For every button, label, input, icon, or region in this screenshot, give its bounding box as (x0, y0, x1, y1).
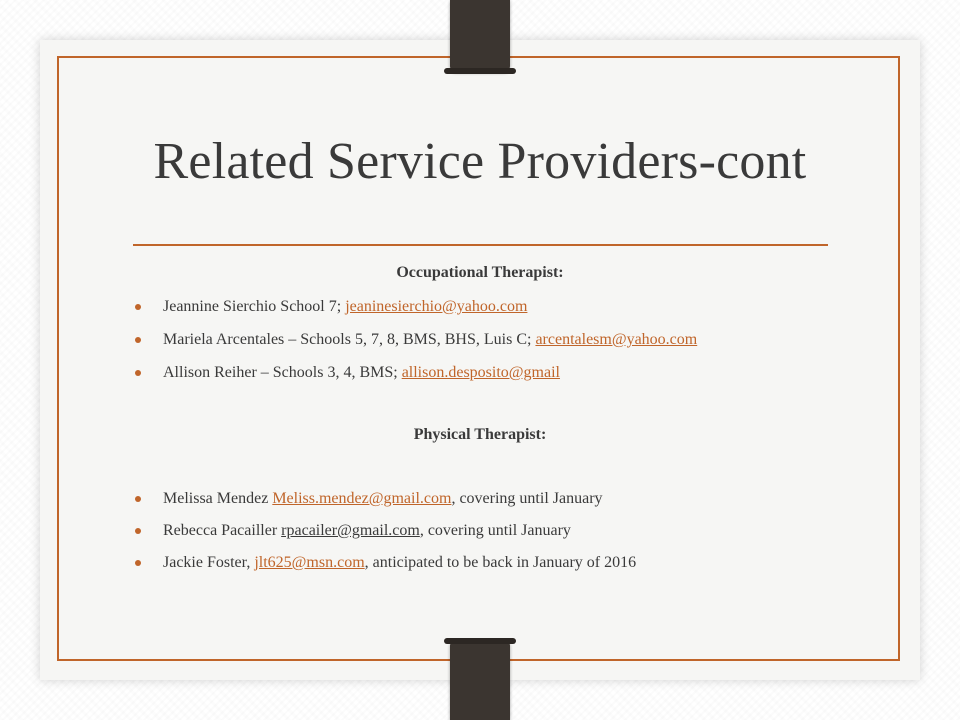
provider-suffix: , anticipated to be back in January of 2016 (364, 554, 637, 571)
email-link[interactable]: rpacailer@gmail.com (281, 522, 420, 539)
email-link[interactable]: arcentalesm@yahoo.com (535, 331, 698, 348)
bullet-icon (135, 370, 141, 376)
top-clip (450, 0, 510, 72)
slide-title: Related Service Providers-cont (153, 133, 807, 190)
occupational-heading: Occupational Therapist: (396, 264, 564, 281)
list-item (135, 521, 636, 541)
bullet-icon (135, 496, 141, 502)
email-link[interactable]: jeaninesierchio@yahoo.com (345, 298, 528, 315)
physical-heading: Physical Therapist: (413, 426, 547, 443)
title-divider (133, 244, 828, 246)
bullet-icon (135, 337, 141, 343)
list-item (135, 330, 697, 350)
email-link[interactable]: jlt625@msn.com (254, 554, 365, 571)
list-item (135, 489, 636, 509)
bullet-icon (135, 304, 141, 310)
provider-text: Mariela Arcentales – Schools 5, 7, 8, BMS, BHS, Luis C; (163, 331, 536, 348)
provider-suffix: , covering until January (419, 522, 571, 539)
physical-list (135, 489, 636, 573)
email-link[interactable]: Meliss.mendez@gmail.com (272, 490, 452, 507)
provider-text: Jackie Foster, (163, 554, 255, 571)
provider-text: Allison Reiher – Schools 3, 4, BMS; (163, 364, 402, 381)
provider-text: Melissa Mendez (163, 490, 273, 507)
list-item (135, 553, 636, 573)
occupational-list (135, 297, 697, 383)
bullet-icon (135, 528, 141, 534)
list-item (135, 297, 697, 317)
provider-text: Rebecca Pacailler (163, 522, 282, 539)
email-link[interactable]: allison.desposito@gmail (401, 364, 560, 381)
list-item (135, 363, 697, 383)
bottom-clip (450, 640, 510, 720)
provider-text: Jeannine Sierchio School 7; (163, 298, 346, 315)
provider-suffix: , covering until January (451, 490, 603, 507)
bullet-icon (135, 560, 141, 566)
